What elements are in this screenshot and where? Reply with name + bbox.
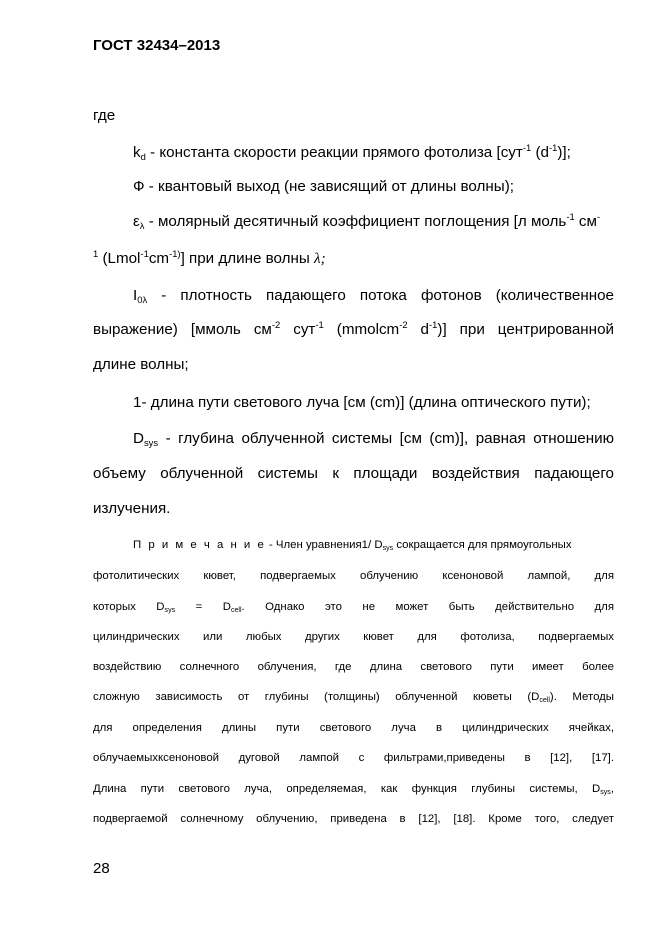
i0-exp4: -1 <box>429 319 438 331</box>
note-l1-subscript: sys <box>382 545 394 553</box>
note-l9a: Длина пути светового луча, определяемая, как функция глубины системы, D <box>93 783 601 795</box>
dsys-definition-line2: объему облученной системы к площади воздействия падающего <box>93 465 614 482</box>
i0-l2c: (mmolcm <box>323 321 400 338</box>
epsilon-exp3: 1 <box>93 248 99 260</box>
kd-definition <box>133 144 571 163</box>
dsys-definition-line3: излучения. <box>93 500 171 517</box>
dsys-symbol: D <box>133 430 144 447</box>
path-length-definition: 1- длина пути светового луча [см (cm)] (длина оптического пути); <box>133 394 591 411</box>
note-line-8: облучаемыхксеноновой дуговой лампой с фильтрами,приведены в [12], [17]. <box>93 752 614 764</box>
note-line-5: воздействию солнечного облучения, где длина светового пути имеет более <box>93 661 614 673</box>
i0-definition-line2 <box>93 321 614 340</box>
kd-exp2: -1 <box>548 142 558 154</box>
dsys-subscript: sys <box>143 436 159 448</box>
note-line-4: цилиндрических или любых других кювет для фотолиза, подвергаемых <box>93 631 614 643</box>
epsilon-definition <box>133 213 600 232</box>
note-line-1 <box>133 538 572 554</box>
i0-exp2: -1 <box>315 319 324 331</box>
epsilon-subscript: λ <box>139 219 145 231</box>
epsilon-symbol: ε <box>133 213 140 230</box>
note-l1a: - Член уравнения1/ D <box>265 539 383 551</box>
i0-symbol: I <box>133 287 138 304</box>
note-l6b: ). Методы <box>549 691 614 703</box>
kd-mid: (d <box>531 144 549 161</box>
note-l3c: . Однако это не может быть действительно для <box>241 601 614 613</box>
i0-l2e: )] при центрированной <box>437 321 614 338</box>
epsilon-exp4: -1 <box>140 248 149 260</box>
epsilon-exp5: -1) <box>169 248 181 260</box>
document-header: ГОСТ 32434–2013 <box>93 37 221 54</box>
epsilon-lopen: (Lmol <box>98 250 141 267</box>
note-l3b: = D <box>175 601 231 613</box>
note-l3a: которых D <box>93 601 165 613</box>
lambda-symbol: λ; <box>314 250 326 267</box>
i0-definition <box>133 287 614 306</box>
note-line-7: для определения длины пути светового луча в цилиндрических ячейках, <box>93 722 614 734</box>
i0-l2a: выражение) [ммоль см <box>93 321 272 338</box>
note-l3-subscript-2: cell <box>230 607 242 615</box>
epsilon-unit: см <box>574 213 597 230</box>
epsilon-exp1: -1 <box>566 211 575 223</box>
i0-exp3: -2 <box>399 319 408 331</box>
note-l9b: , <box>610 783 614 795</box>
i0-l2d: d <box>407 321 430 338</box>
phi-definition: Ф - квантовый выход (не зависящий от длины волны); <box>133 178 514 195</box>
note-line-6 <box>93 690 614 706</box>
i0-desc: - плотность падающего потока фотонов (количественное <box>147 287 614 304</box>
where-label: где <box>93 107 116 124</box>
note-line-10: подвергаемой солнечному облучению, приведена в [12], [18]. Кроме того, следует <box>93 813 614 825</box>
note-l1b: сокращается для прямоугольных <box>393 539 572 551</box>
kd-desc: - константа скорости реакции прямого фотолиза [сут <box>145 144 523 161</box>
epsilon-definition-cont <box>93 250 326 269</box>
dsys-l1: - глубина облученной системы [см (cm)], равная отношению <box>158 430 614 447</box>
kd-symbol: k <box>133 144 141 161</box>
epsilon-exp2: - <box>596 211 601 223</box>
epsilon-cm: cm <box>148 250 170 267</box>
page-number: 28 <box>93 860 110 877</box>
note-line-2: фотолитических кювет, подвергаемых облучению ксеноновой лампой, для <box>93 570 614 582</box>
i0-definition-line3: длине волны; <box>93 356 189 373</box>
i0-subscript: 0λ <box>137 293 148 305</box>
note-l6a: сложную зависимость от глубины (толщины) облученной кюветы (D <box>93 691 540 703</box>
kd-subscript: d <box>140 150 146 162</box>
note-line-9 <box>93 782 614 798</box>
kd-exp1: -1 <box>522 142 532 154</box>
note-l9-subscript: sys <box>600 789 611 797</box>
epsilon-desc: - молярный десятичный коэффициент поглощения [л моль <box>144 213 567 230</box>
note-label: П р и м е ч а н и е <box>133 539 266 551</box>
i0-exp1: -2 <box>271 319 281 331</box>
dsys-definition <box>133 430 614 449</box>
note-line-3 <box>93 600 614 616</box>
epsilon-tail: ] при длине волны <box>180 250 315 267</box>
i0-l2b: сут <box>280 321 316 338</box>
note-l3-subscript-1: sys <box>164 607 176 615</box>
note-l6-subscript: cell <box>539 697 550 705</box>
kd-end: )]; <box>557 144 571 161</box>
